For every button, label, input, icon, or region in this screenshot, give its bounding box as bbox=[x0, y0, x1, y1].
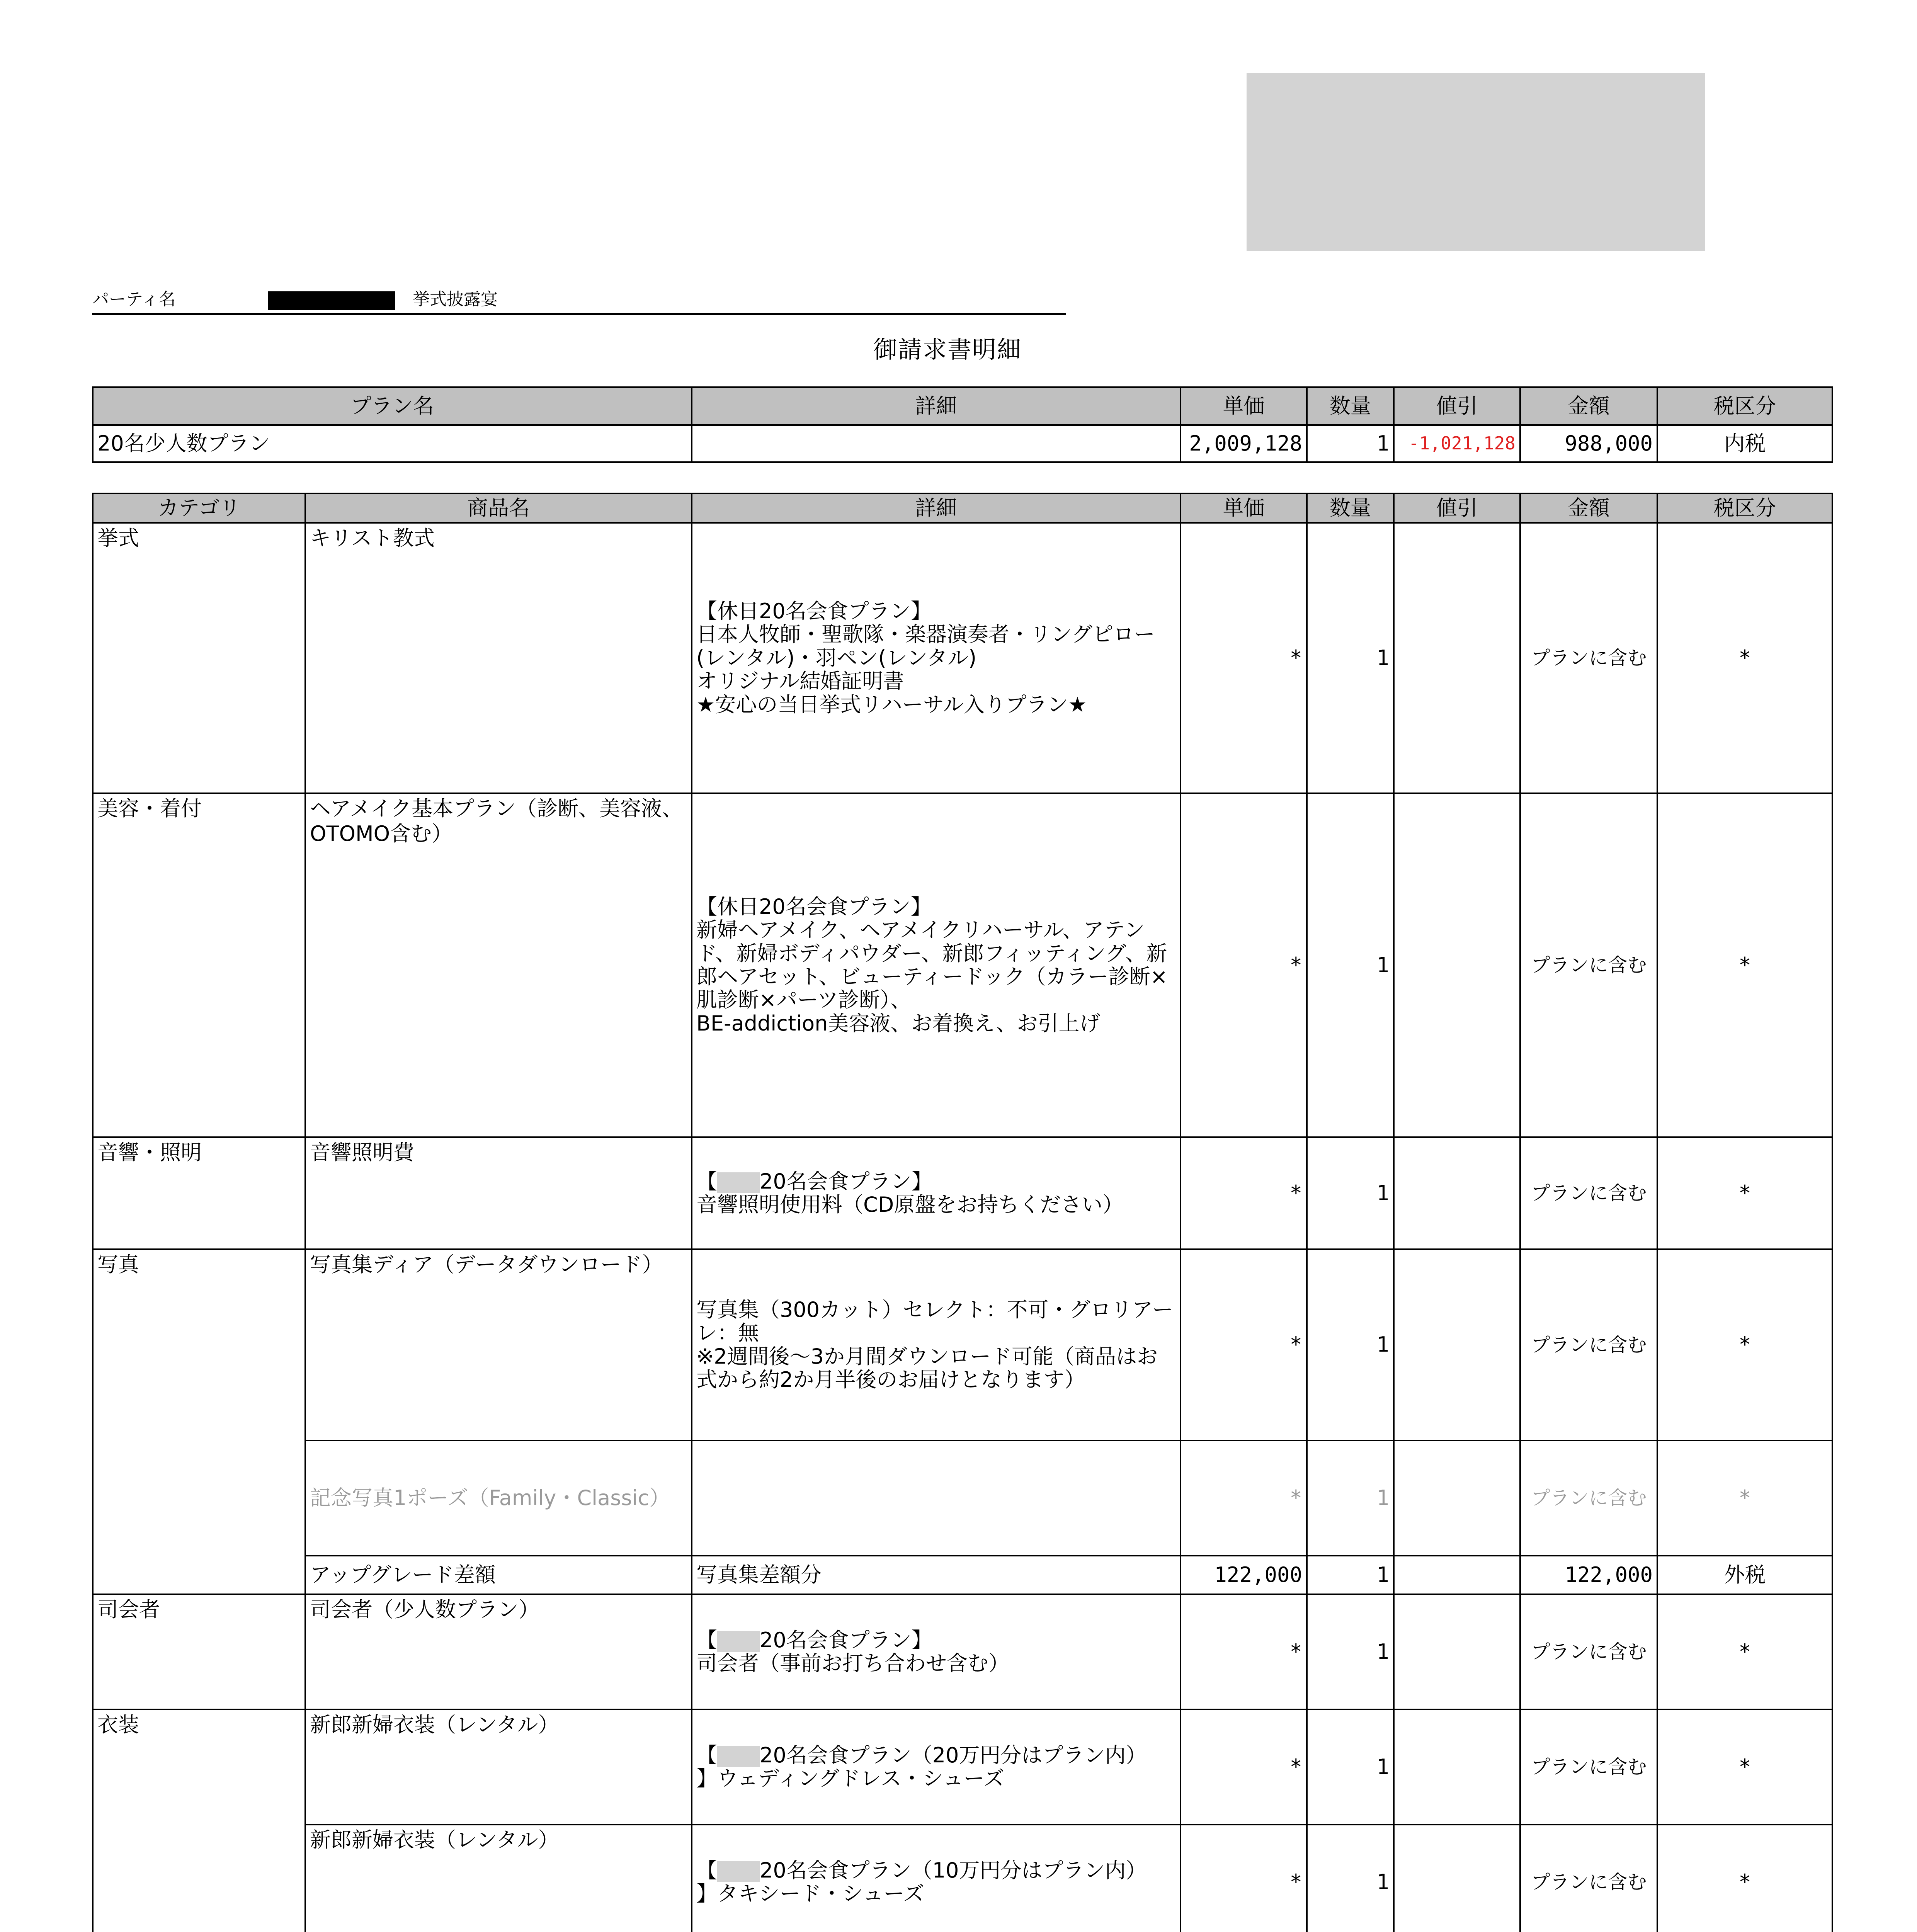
detail-cell: 【休日20名会食プラン】 日本人牧師・聖歌隊・楽器演奏者・リングピロー(レンタル)・羽ペン(レンタル) オリジナル結婚証明書 ★安心の当日挙式リハーサル入りプラン★ bbox=[692, 523, 1180, 793]
unit-price-cell: * bbox=[1180, 793, 1307, 1137]
plan-row bbox=[93, 425, 1832, 462]
table-row bbox=[93, 1249, 1832, 1440]
document-title: 御請求書明細 bbox=[873, 335, 1022, 364]
plan-discount: -1,021,128 bbox=[1394, 425, 1520, 462]
amount-cell: プランに含む bbox=[1520, 793, 1657, 1137]
detail-text: 20名会食プラン】 司会者（事前お打ち合わせ含む） bbox=[696, 1628, 1009, 1675]
discount-cell bbox=[1394, 523, 1520, 793]
amount-cell: プランに含む bbox=[1520, 1440, 1657, 1556]
discount-cell bbox=[1394, 1709, 1520, 1825]
discount-cell bbox=[1394, 1249, 1520, 1440]
unit-price-cell: * bbox=[1180, 1440, 1307, 1556]
qty-cell: 1 bbox=[1307, 1556, 1394, 1594]
table-row bbox=[93, 1709, 1832, 1825]
party-name-redacted bbox=[268, 291, 395, 310]
detail-cell: 写真集（300カット）セレクト：不可・グロリアーレ：無 ※2週間後〜3か月間ダウンロード可能（商品はお式から約2か月半後のお届けとなります） bbox=[692, 1249, 1180, 1440]
product-cell: 音響照明費 bbox=[305, 1137, 692, 1249]
detail-cell bbox=[692, 1440, 1180, 1556]
tax-cell: * bbox=[1657, 1594, 1832, 1709]
detail-table bbox=[92, 493, 1833, 1932]
detail-cell bbox=[692, 1825, 1180, 1932]
table-row bbox=[93, 1556, 1832, 1594]
amount-cell: プランに含む bbox=[1520, 1249, 1657, 1440]
table-row bbox=[93, 1594, 1832, 1709]
plan-detail bbox=[692, 425, 1180, 462]
discount-cell bbox=[1394, 1825, 1520, 1932]
discount-cell bbox=[1394, 1594, 1520, 1709]
qty-cell: 1 bbox=[1307, 523, 1394, 793]
discount-cell bbox=[1394, 1440, 1520, 1556]
product-cell: キリスト教式 bbox=[305, 523, 692, 793]
col-unit-price: 単価 bbox=[1180, 387, 1307, 425]
discount-cell bbox=[1394, 1137, 1520, 1249]
plan-qty: 1 bbox=[1307, 425, 1394, 462]
amount-cell: プランに含む bbox=[1520, 1594, 1657, 1709]
tax-cell: * bbox=[1657, 1249, 1832, 1440]
col-qty: 数量 bbox=[1307, 387, 1394, 425]
unit-price-cell: * bbox=[1180, 1825, 1307, 1932]
detail-cell: 【休日20名会食プラン】 新婦ヘアメイク、ヘアメイクリハーサル、アテンド、新婦ボディパウダー、新郎フィッティング、新郎ヘアセット、ビューティードック（カラー診断×肌診断×パーツ診断）、 BE-addiction美容液、お着換え、お引上げ bbox=[692, 793, 1180, 1137]
product-cell: 記念写真1ポーズ（Family・Classic） bbox=[305, 1440, 692, 1556]
category-cell: 衣装 bbox=[93, 1709, 305, 1932]
redacted-logo-box bbox=[1247, 73, 1705, 251]
col-tax: 税区分 bbox=[1657, 493, 1832, 523]
qty-cell: 1 bbox=[1307, 1825, 1394, 1932]
detail-cell bbox=[692, 1137, 1180, 1249]
category-cell: 美容・着付 bbox=[93, 793, 305, 1137]
detail-text: 20名会食プラン】 音響照明使用料（CD原盤をお持ちください） bbox=[696, 1169, 1124, 1217]
category-cell: 司会者 bbox=[93, 1594, 305, 1709]
col-detail: 詳細 bbox=[692, 493, 1180, 523]
tax-cell: 外税 bbox=[1657, 1556, 1832, 1594]
amount-cell: プランに含む bbox=[1520, 1709, 1657, 1825]
discount-cell bbox=[1394, 793, 1520, 1137]
col-amount: 金額 bbox=[1520, 387, 1657, 425]
table-row bbox=[93, 523, 1832, 793]
party-name-line bbox=[92, 282, 1066, 315]
plan-tax: 内税 bbox=[1657, 425, 1832, 462]
redaction-mask bbox=[717, 1746, 760, 1767]
redaction-mask bbox=[717, 1631, 760, 1652]
product-cell: 新郎新婦衣装（レンタル） bbox=[305, 1709, 692, 1825]
col-detail: 詳細 bbox=[692, 387, 1180, 425]
table-row bbox=[93, 1440, 1832, 1556]
unit-price-cell: * bbox=[1180, 1594, 1307, 1709]
plan-table bbox=[92, 386, 1833, 463]
col-plan-name: プラン名 bbox=[93, 387, 692, 425]
col-tax: 税区分 bbox=[1657, 387, 1832, 425]
qty-cell: 1 bbox=[1307, 1440, 1394, 1556]
category-cell: 挙式 bbox=[93, 523, 305, 793]
detail-cell bbox=[692, 1594, 1180, 1709]
discount-cell bbox=[1394, 1556, 1520, 1594]
detail-prefix: 【 bbox=[696, 1858, 717, 1883]
detail-prefix: 【 bbox=[696, 1743, 717, 1767]
amount-cell: プランに含む bbox=[1520, 1825, 1657, 1932]
unit-price-cell: * bbox=[1180, 1249, 1307, 1440]
category-cell: 音響・照明 bbox=[93, 1137, 305, 1249]
detail-header-row bbox=[93, 493, 1832, 523]
event-name: 挙式披露宴 bbox=[413, 289, 498, 309]
qty-cell: 1 bbox=[1307, 1594, 1394, 1709]
amount-cell: 122,000 bbox=[1520, 1556, 1657, 1594]
product-cell: 写真集ディア（データダウンロード） bbox=[305, 1249, 692, 1440]
qty-cell: 1 bbox=[1307, 1709, 1394, 1825]
col-discount: 値引 bbox=[1394, 387, 1520, 425]
detail-text: 20名会食プラン（20万円分はプラン内） 】ウェディングドレス・シューズ bbox=[696, 1743, 1147, 1791]
col-amount: 金額 bbox=[1520, 493, 1657, 523]
tax-cell: * bbox=[1657, 523, 1832, 793]
tax-cell: * bbox=[1657, 1825, 1832, 1932]
qty-cell: 1 bbox=[1307, 1137, 1394, 1249]
col-category: カテゴリ bbox=[93, 493, 305, 523]
tax-cell: * bbox=[1657, 793, 1832, 1137]
table-row bbox=[93, 1825, 1832, 1932]
detail-text: 20名会食プラン（10万円分はプラン内） 】タキシード・シューズ bbox=[696, 1858, 1147, 1906]
detail-prefix: 【 bbox=[696, 1628, 717, 1652]
table-row bbox=[93, 1137, 1832, 1249]
tax-cell: * bbox=[1657, 1137, 1832, 1249]
unit-price-cell: * bbox=[1180, 523, 1307, 793]
product-cell: アップグレード差額 bbox=[305, 1556, 692, 1594]
qty-cell: 1 bbox=[1307, 793, 1394, 1137]
plan-name: 20名少人数プラン bbox=[93, 425, 692, 462]
product-cell: 司会者（少人数プラン） bbox=[305, 1594, 692, 1709]
col-discount: 値引 bbox=[1394, 493, 1520, 523]
product-cell: ヘアメイク基本プラン（診断、美容液、OTOMO含む） bbox=[305, 793, 692, 1137]
amount-cell: プランに含む bbox=[1520, 523, 1657, 793]
qty-cell: 1 bbox=[1307, 1249, 1394, 1440]
product-cell: 新郎新婦衣装（レンタル） bbox=[305, 1825, 692, 1932]
plan-header-row bbox=[93, 387, 1832, 425]
unit-price-cell: * bbox=[1180, 1137, 1307, 1249]
plan-amount: 988,000 bbox=[1520, 425, 1657, 462]
col-unit-price: 単価 bbox=[1180, 493, 1307, 523]
redaction-mask bbox=[717, 1172, 760, 1193]
redaction-mask bbox=[717, 1861, 760, 1882]
unit-price-cell: 122,000 bbox=[1180, 1556, 1307, 1594]
amount-cell: プランに含む bbox=[1520, 1137, 1657, 1249]
category-cell: 写真 bbox=[93, 1249, 305, 1594]
party-label: パーティ名 bbox=[92, 289, 176, 309]
col-qty: 数量 bbox=[1307, 493, 1394, 523]
table-row bbox=[93, 793, 1832, 1137]
tax-cell: * bbox=[1657, 1440, 1832, 1556]
detail-cell bbox=[692, 1709, 1180, 1825]
detail-cell: 写真集差額分 bbox=[692, 1556, 1180, 1594]
detail-prefix: 【 bbox=[696, 1169, 717, 1194]
plan-unit-price: 2,009,128 bbox=[1180, 425, 1307, 462]
col-product: 商品名 bbox=[305, 493, 692, 523]
tax-cell: * bbox=[1657, 1709, 1832, 1825]
unit-price-cell: * bbox=[1180, 1709, 1307, 1825]
